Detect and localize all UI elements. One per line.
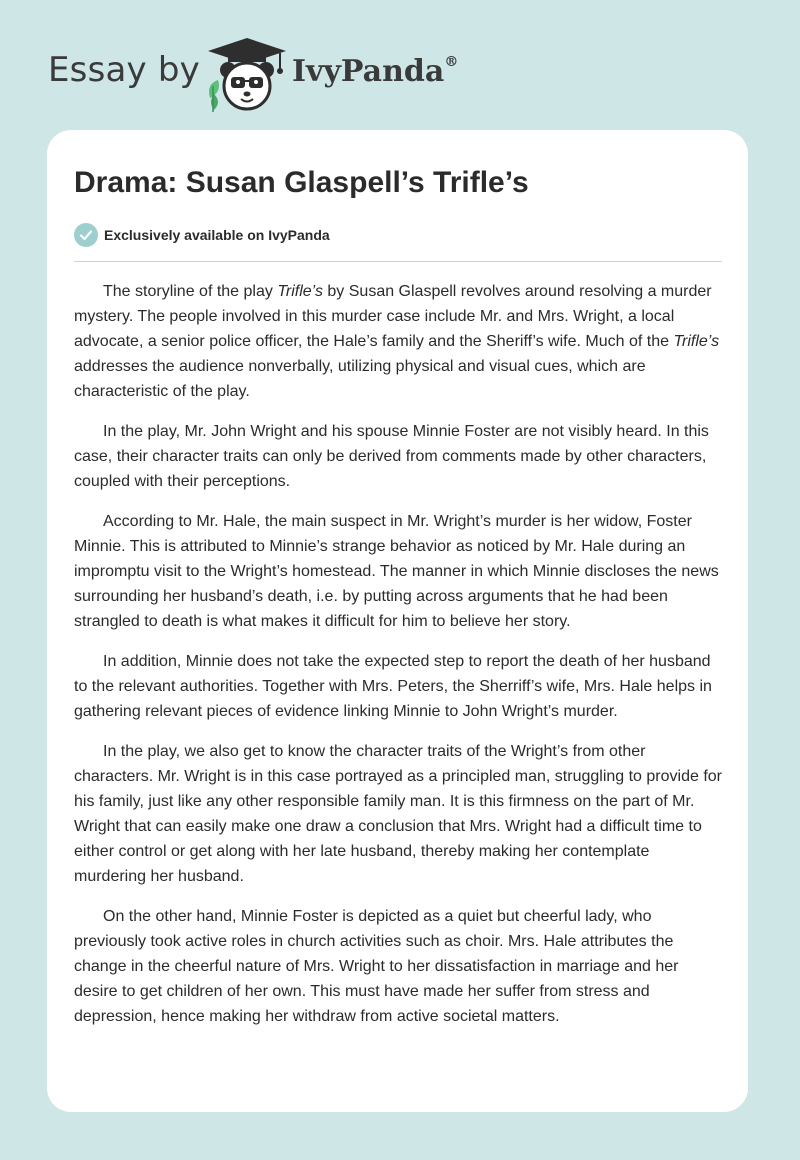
paragraph: In the play, Mr. John Wright and his spouse Minnie Foster are not visibly heard. In this case, their character traits can only be derived from comments made by other characters, coupled with their perceptions. [74, 423, 709, 490]
paragraph: In the play, we also get to know the character traits of the Wright’s from other characters. Mr. Wright is in this case portrayed as a principled man, struggling to provide for his family, just like any other responsible family man. It is this firmness on the part of Mr. Wright that can easily make one draw a conclusion that Mrs. Wright had a difficult time to either control or get along with her late husband, thereby making her contemplate murdering her husband. [74, 743, 722, 885]
check-circle-icon [74, 223, 98, 247]
brand-name: IvyPanda® [292, 54, 459, 89]
exclusive-badge [74, 222, 330, 248]
paragraph: In addition, Minnie does not take the expected step to report the death of her husband to the relevant authorities. Together with Mrs. Peters, the Sherriff’s wife, Mrs. Hale helps in gathering relevant pieces of evidence linking Minnie to John Wright’s murder. [74, 653, 712, 720]
registered-mark: ® [444, 54, 459, 70]
play-title-italic: Trifle’s [673, 333, 720, 350]
panda-graduate-icon [204, 36, 290, 114]
exclusive-label: Exclusively available on IvyPanda [104, 227, 330, 243]
brand-prefix: Essay by [48, 50, 200, 90]
play-title-italic: Trifle’s [277, 283, 323, 300]
paragraph: According to Mr. Hale, the main suspect in Mr. Wright’s murder is her widow, Foster Minnie. This is attributed to Minnie’s strange behavior as noticed by Mr. Hale during an impromptu visit to the Wright’s homestead. The manner in which Minnie discloses the news surrounding her husband’s death, i.e. by putting across arguments that he had been strangled to death is what makes it difficult for him to believe her story. [74, 513, 719, 630]
brand-header [48, 36, 568, 116]
divider [74, 261, 722, 262]
leaf-icon [209, 80, 219, 112]
paragraph: On the other hand, Minnie Foster is depicted as a quiet but cheerful lady, who previously took active roles in church activities such as choir. Mrs. Hale attributes the change in the cheerful nature of Mrs. Wright to her dissatisfaction in marriage and her desire to get children of her own. This must have made her suffer from stress and depression, hence making her withdraw from active societal matters. [74, 908, 679, 1025]
page-title: Drama: Susan Glaspell’s Trifle’s [74, 166, 529, 199]
document-body [74, 279, 724, 1044]
document-card [47, 130, 748, 1112]
paragraph: The storyline of the play Trifle’s by Susan Glaspell revolves around resolving a murder mystery. The people involved in this murder case include Mr. and Mrs. Wright, a local advocate, a senior police officer, the Hale’s family and the Sheriff’s wife. Much of the Trifle’s addresses the audience nonverbally, utilizing physical and visual cues, which are characteristic of the play. [74, 283, 720, 400]
